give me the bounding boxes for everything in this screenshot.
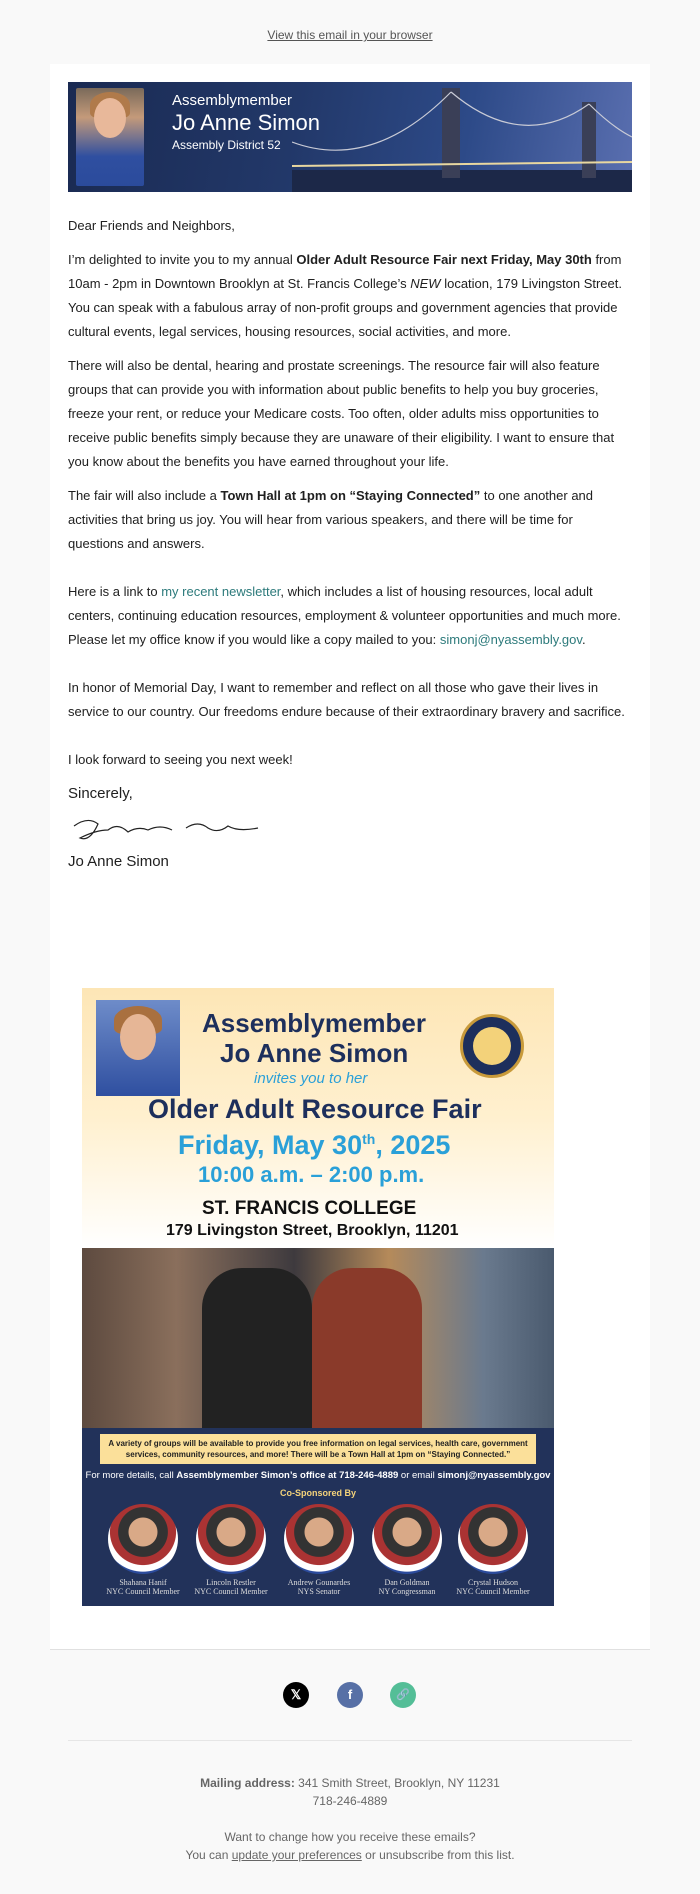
flyer-time: 10:00 a.m. – 2:00 p.m. [198,1162,425,1187]
event-flyer [82,988,554,1606]
update-preferences-link[interactable]: update your preferences [231,1848,362,1862]
paragraph-screenings: There will also be dental, hearing and prostate screenings. The resource fair will also feature groups that can provide you with information about public benefits to help you buy groceries, freeze your rent, or reduce your Medicare costs. Too often, older adults miss opportunities to receive public benefits simply because they are unaware of their eligibility. I want to ensure that you know about the benefits you have earned throughout your life. [68,358,615,469]
flyer-cosponsored: Co-Sponsored By [279,1488,356,1498]
footer-divider [50,1649,650,1650]
flyer-notice: A variety of groups will be available to provide you free information on legal services, health care, government services, community resources, and more! There will be a Town Hall at 1pm on “Staying Connected.” [100,1434,536,1464]
sponsor-photo [284,1504,354,1574]
preferences-question: Want to change how you receive these emails? [224,1830,476,1844]
website-link-icon[interactable]: 🔗 [390,1682,416,1708]
flyer-photo-collage [82,1248,554,1428]
footer-rule [68,1740,632,1741]
flyer-event-title: Older Adult Resource Fair [148,1094,482,1124]
paragraph-town-hall: The fair will also include a Town Hall at 1pm on “Staying Connected” to one another and activities that bring us joy. You will hear from various speakers, and there will be time for questions and answers. [68,488,594,551]
header-banner [68,82,632,192]
view-in-browser-link[interactable]: View this email in your browser [267,28,433,42]
email-link[interactable]: simonj@nyassembly.gov [439,632,582,647]
sponsor-photo [108,1504,178,1574]
flyer-date: Friday, May 30th, 2025 [178,1130,451,1160]
sponsor-item: Lincoln Restler NYC Council Member [186,1504,276,1596]
social-links [0,1682,700,1708]
signed-name: Jo Anne Simon [68,853,169,870]
sponsor-item: Shahana Hanif NYC Council Member [98,1504,188,1596]
x-twitter-icon[interactable]: 𝕏 [283,1682,309,1708]
flyer-title-line2: Jo Anne Simon [220,1038,409,1068]
sponsor-photo [196,1504,266,1574]
paragraph-closing: I look forward to seeing you next week! [68,752,293,767]
header-district: Assembly District 52 [172,138,281,152]
assembly-seal-icon [460,1014,524,1078]
preferences-line: You can update your preferences or unsubscribe from this list. [185,1848,515,1862]
flyer-footer [82,1428,554,1606]
header-name: Jo Anne Simon [172,110,320,135]
paragraph-newsletter: Here is a link to my recent newsletter, which includes a list of housing resources, local adult centers, continuing education resources, employment & volunteer opportunities and much more. Please let my office know if you would like a copy mailed to you: simonj@nyassembly.gov. [68,584,621,647]
signature-image [68,808,268,848]
sponsor-item: Andrew Gounardes NYS Senator [274,1504,364,1596]
email-card [50,64,650,1649]
sponsor-photo [458,1504,528,1574]
sponsor-photo [372,1504,442,1574]
sincerely: Sincerely, [68,785,133,802]
flyer-venue: ST. FRANCIS COLLEGE [202,1198,417,1219]
sponsor-item: Dan Goldman NY Congressman [362,1504,452,1596]
flyer-invites: invites you to her [254,1070,368,1087]
flyer-portrait [96,1000,180,1096]
sponsor-item: Crystal Hudson NYC Council Member [448,1504,538,1596]
paragraph-invite: I’m delighted to invite you to my annual Older Adult Resource Fair next Friday, May 30th from 10am - 2pm in Downtown Brooklyn at St. Francis College’s NEW location, 179 Livingston Street. You can speak with a fabulous array of non-profit groups and government agencies that provide cultural events, legal services, housing resources, social activities, and more. [68,252,622,339]
flyer-title-line1: Assemblymember [202,1008,426,1038]
mailing-address: Mailing address: 341 Smith Street, Brooklyn, NY 11231 [200,1776,500,1790]
flyer-header [82,988,554,1248]
facebook-icon[interactable]: f [337,1682,363,1708]
greeting: Dear Friends and Neighbors, [68,218,235,233]
bridge-illustration [292,82,632,192]
assemblymember-portrait [76,88,144,186]
flyer-address: 179 Livingston Street, Brooklyn, 11201 [166,1222,459,1239]
paragraph-memorial-day: In honor of Memorial Day, I want to remember and reflect on all those who gave their lives in service to our country. Our freedoms endure because of their extraordinary bravery and sacrifice. [68,680,625,719]
flyer-details: For more details, call Assemblymember Simon’s office at 718-246-4889 or email simonj@nyassembly.gov [85,1470,551,1481]
letter-body [68,214,632,874]
phone-number: 718-246-4889 [312,1794,388,1808]
sponsor-list [82,1504,554,1604]
header-title: Assemblymember [172,92,293,109]
newsletter-link[interactable]: my recent newsletter [161,584,281,599]
